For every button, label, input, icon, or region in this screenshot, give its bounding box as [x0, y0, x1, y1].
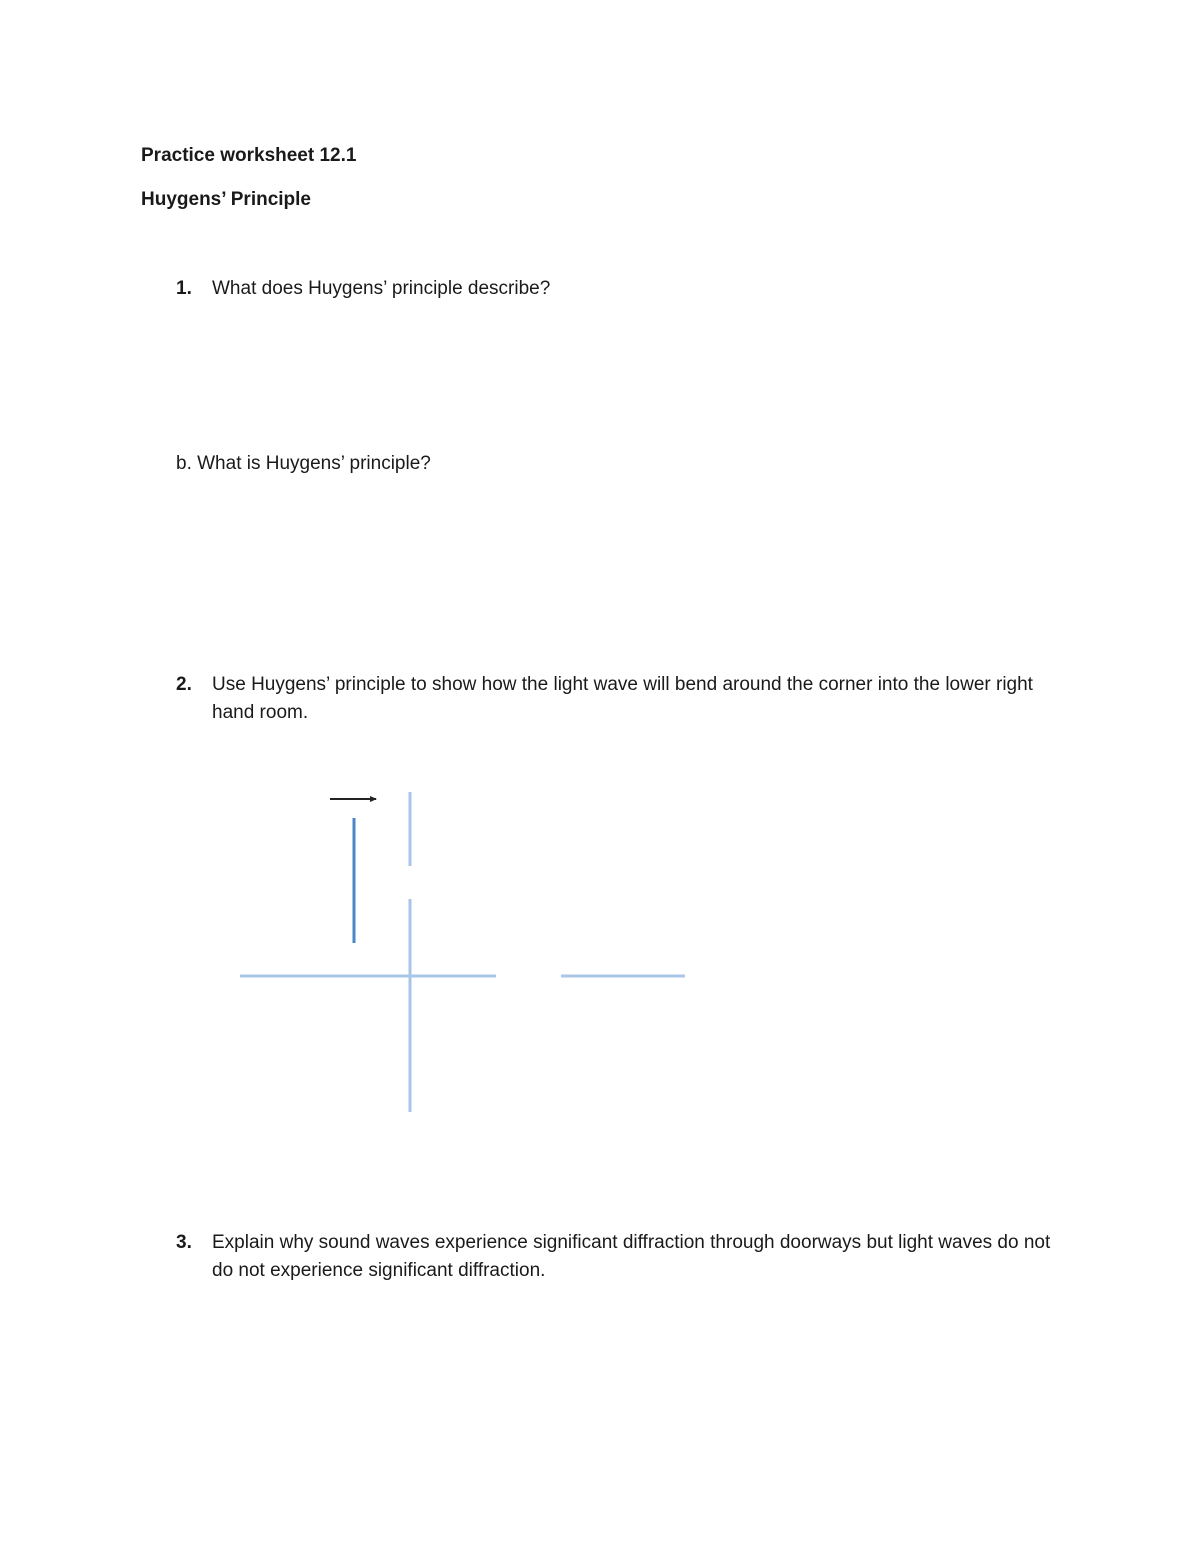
question-1b-text: b. What is Huygens’ principle? [176, 453, 431, 474]
question-1-text: What does Huygens’ principle describe? [212, 278, 551, 299]
worksheet-title: Practice worksheet 12.1 [141, 145, 357, 166]
question-3-text: Explain why sound waves experience significant diffraction through doorways but light waves do not do not experience significant diffraction. [212, 1232, 1051, 1281]
worksheet-subtitle: Huygens’ Principle [141, 189, 311, 210]
question-2-text: Use Huygens’ principle to show how the light wave will bend around the corner into the lower right hand room. [212, 674, 1033, 723]
question-1-number: 1. [176, 278, 192, 299]
question-2-number: 2. [176, 674, 192, 695]
question-3-number: 3. [176, 1232, 192, 1253]
